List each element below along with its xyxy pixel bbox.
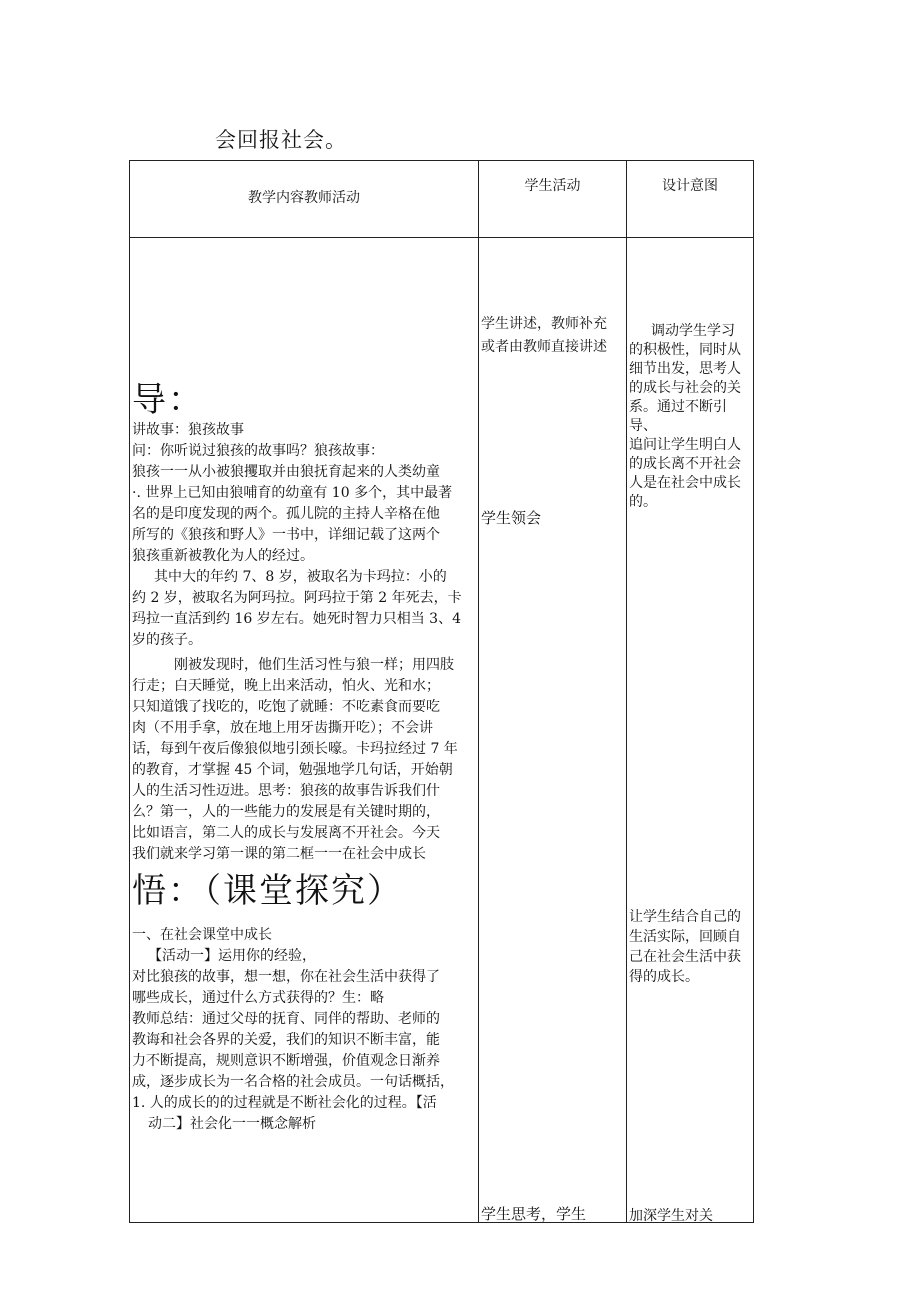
text-line: 的成长离不开社会 [629, 456, 741, 472]
text-line: 成，逐步成长为一名合格的社会成员。一句话概括， [132, 1074, 454, 1090]
text-line: 其中大的年约 7、8 岁，被取名为卡玛拉：小的 [154, 569, 447, 585]
text-line: 肉（不用手拿，放在地上用牙齿撕开吃）；不会讲 [132, 720, 433, 736]
table-body-row [130, 238, 754, 1223]
intro-line: 会回报社会。 [215, 128, 347, 152]
text-line: 比如语言，第二人的成长与发展离不开社会。今天 [132, 825, 440, 841]
text-line: 教师总结：通过父母的抚育、同伴的帮助、老师的 [132, 1011, 440, 1027]
design-intent-cell [627, 238, 754, 1223]
student-activity-block-3: 学生思考，学生 [481, 1205, 587, 1223]
text-line: 让学生结合自己的 [629, 909, 741, 925]
text-line: 狼孩一一从小被狼攫取并由狼抚育起来的人类幼童 [132, 464, 440, 480]
text-line: 人是在社会中成长 [629, 475, 741, 491]
text-line: 动二】社会化一一概念解析 [148, 1116, 316, 1132]
student-activity-block-1 [481, 313, 624, 359]
teaching-content-cell [130, 238, 479, 1223]
text-line: 岁的孩子。 [132, 632, 202, 648]
text-line: 力不断提高，规则意识不断增强，价值观念日渐养 [132, 1053, 440, 1069]
text-line: 话，每到午夜后像狼似地引颈长嚎。卡玛拉经过 7 年 [132, 741, 458, 757]
activity-text [132, 925, 476, 1135]
text-line: 问：你听说过狼孩的故事吗？狼孩故事： [132, 443, 384, 459]
student-activity-cell [479, 238, 627, 1223]
text-line: 系。通过不断引导、 [629, 399, 727, 434]
header-teaching-content: 教学内容教师活动 [130, 161, 479, 238]
text-line: 学生讲述，教师补充 [481, 316, 607, 332]
design-intent-block-1 [629, 322, 751, 512]
text-line: 哪些成长，通过什么方式获得的？生：略 [132, 990, 384, 1006]
text-line: 的教育，才掌握 45 个词，勉强地学几句话，开始朝 [132, 762, 453, 778]
story-text [132, 420, 476, 865]
text-line: 的积极性，同时从 [629, 342, 741, 358]
text-line: 的。 [629, 494, 657, 510]
text-line: 刚被发现时，他们生活习性与狼一样；用四肢 [174, 657, 454, 673]
design-intent-block-2 [629, 907, 751, 987]
text-line: 细节出发，思考人 [629, 361, 741, 377]
text-line: 一、在社会课堂中成长 [132, 927, 272, 943]
text-line: 1. 人的成长的的过程就是不断社会化的过程。【活 [132, 1095, 437, 1111]
text-line: 得的成长。 [629, 969, 699, 985]
text-line: 约 2 岁，被取名为阿玛拉。阿玛拉于第 2 年死去，卡 [132, 590, 462, 606]
text-line: 我们就来学习第一课的第二框一一在社会中成长 [132, 846, 426, 862]
table-header-row [130, 161, 754, 238]
student-activity-block-2: 学生领会 [481, 509, 542, 527]
text-line: 或者由教师直接讲述 [481, 339, 607, 355]
text-line: 只知道饿了找吃的，吃饱了就睡：不吃素食而要吃 [132, 699, 440, 715]
text-line: 教诲和社会各界的关爱，我们的知识不断丰富，能 [132, 1032, 440, 1048]
text-line: 玛拉一直活到约 16 岁左右。她死时智力只相当 3、4 [132, 611, 461, 627]
text-line: 行走；白天睡觉，晚上出来活动，怕火、光和水； [132, 678, 440, 694]
text-line: 调动学生学习 [651, 323, 735, 339]
text-line: 人的生活习性迈进。思考：狼孩的故事告诉我们什 [132, 783, 440, 799]
text-line: 己在社会生活中获 [629, 949, 741, 965]
header-student-activity: 学生活动 [479, 161, 627, 238]
text-line: 对比狼孩的故事，想一想，你在社会生活中获得了 [132, 969, 440, 985]
text-line: 追问让学生明白人 [629, 437, 741, 453]
text-line: 所写的《狼孩和野人》一书中，详细记载了这两个 [132, 527, 440, 543]
text-line: 么？第一，人的一些能力的发展是有关键时期的， [132, 804, 440, 820]
explore-heading: 悟：（课堂探究） [132, 871, 403, 911]
lesson-plan-table [129, 160, 754, 1223]
text-line: 的成长与社会的关 [629, 380, 741, 396]
header-design-intent: 设计意图 [627, 161, 754, 238]
text-line: 【活动一】运用你的经验， [148, 948, 316, 964]
text-line: 讲故事：狼孩故事 [132, 422, 244, 438]
text-line: 生活实际，回顾自 [629, 929, 741, 945]
design-intent-block-3: 加深学生对关 [629, 1208, 713, 1224]
guide-heading: 导： [132, 380, 204, 420]
text-line: 狼孩重新被教化为人的经过。 [132, 548, 314, 564]
text-line: 名的是印度发现的两个。孤儿院的主持人辛格在他 [132, 506, 440, 522]
text-line: ·. 世界上已知由狼哺育的幼童有 10 多个，其中最著 [132, 485, 453, 501]
